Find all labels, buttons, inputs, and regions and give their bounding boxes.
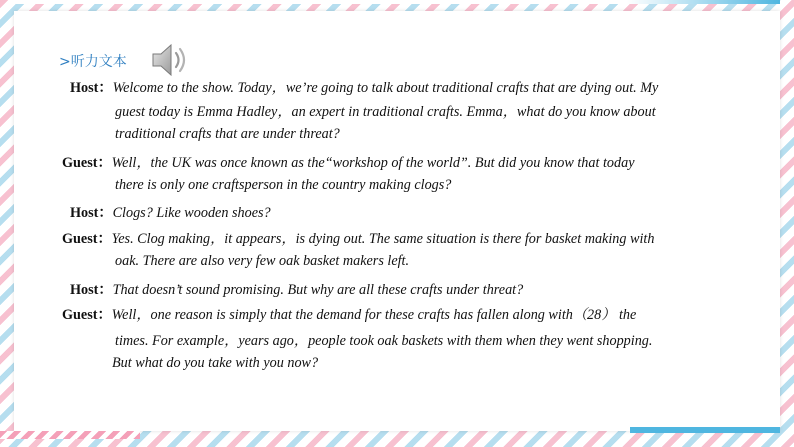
speaker-label: Host：: [70, 282, 113, 298]
speaker-label: Host：: [70, 205, 113, 221]
transcript-line-3: [115, 126, 340, 143]
transcript-line-7: [62, 228, 654, 248]
transcript-line-6: [70, 202, 271, 222]
line-text: traditional crafts that are under threat?: [115, 126, 340, 142]
line-text: That doesn’t sound promising. But why are all these crafts under threat?: [112, 282, 524, 298]
transcript-line-11: [115, 330, 652, 350]
line-text: oak. There are also very few oak basket makers left.: [115, 253, 410, 269]
transcript-line-9: [70, 279, 523, 299]
line-text: Welcome to the show. Today，we’re going to talk about traditional crafts that are dying out. My: [112, 80, 659, 96]
transcript-line-10: [62, 304, 636, 324]
speaker-label: Guest：: [62, 231, 112, 247]
transcript-line-12: [112, 355, 318, 372]
speaker-label: Guest：: [62, 155, 112, 171]
top-accent-bar: [14, 0, 780, 4]
line-text: Well，one reason is simply that the demand for these crafts has fallen along with（28） the: [111, 307, 637, 323]
line-text: Well，the UK was once known as the“workshop of the world”. But did you know that today: [111, 155, 635, 171]
speaker-icon[interactable]: [150, 40, 192, 80]
bottom-left-stripes: [0, 431, 140, 439]
speaker-label: Host：: [70, 80, 113, 96]
line-text: there is only one craftsperson in the country making clogs?: [115, 177, 452, 193]
transcript-line-1: [70, 77, 658, 97]
transcript-line-4: [62, 152, 635, 172]
line-text: guest today is Emma Hadley，an expert in traditional crafts. Emma，what do you know about: [115, 104, 656, 120]
line-text: Clogs? Like wooden shoes?: [112, 205, 271, 221]
line-text: times. For example，years ago，people took oak baskets with them when they went shopping.: [115, 333, 653, 349]
speaker-label: Guest：: [62, 307, 112, 323]
line-text: Yes. Clog making，it appears，is dying out. The same situation is there for basket making with: [111, 231, 655, 247]
transcript-line-8: [115, 253, 409, 270]
transcript-line-5: [115, 177, 451, 194]
section-title: >听力文本: [59, 54, 127, 70]
line-text: But what do you take with you now?: [112, 355, 319, 371]
bottom-right-accent: [630, 427, 780, 433]
transcript-line-2: [115, 101, 656, 121]
